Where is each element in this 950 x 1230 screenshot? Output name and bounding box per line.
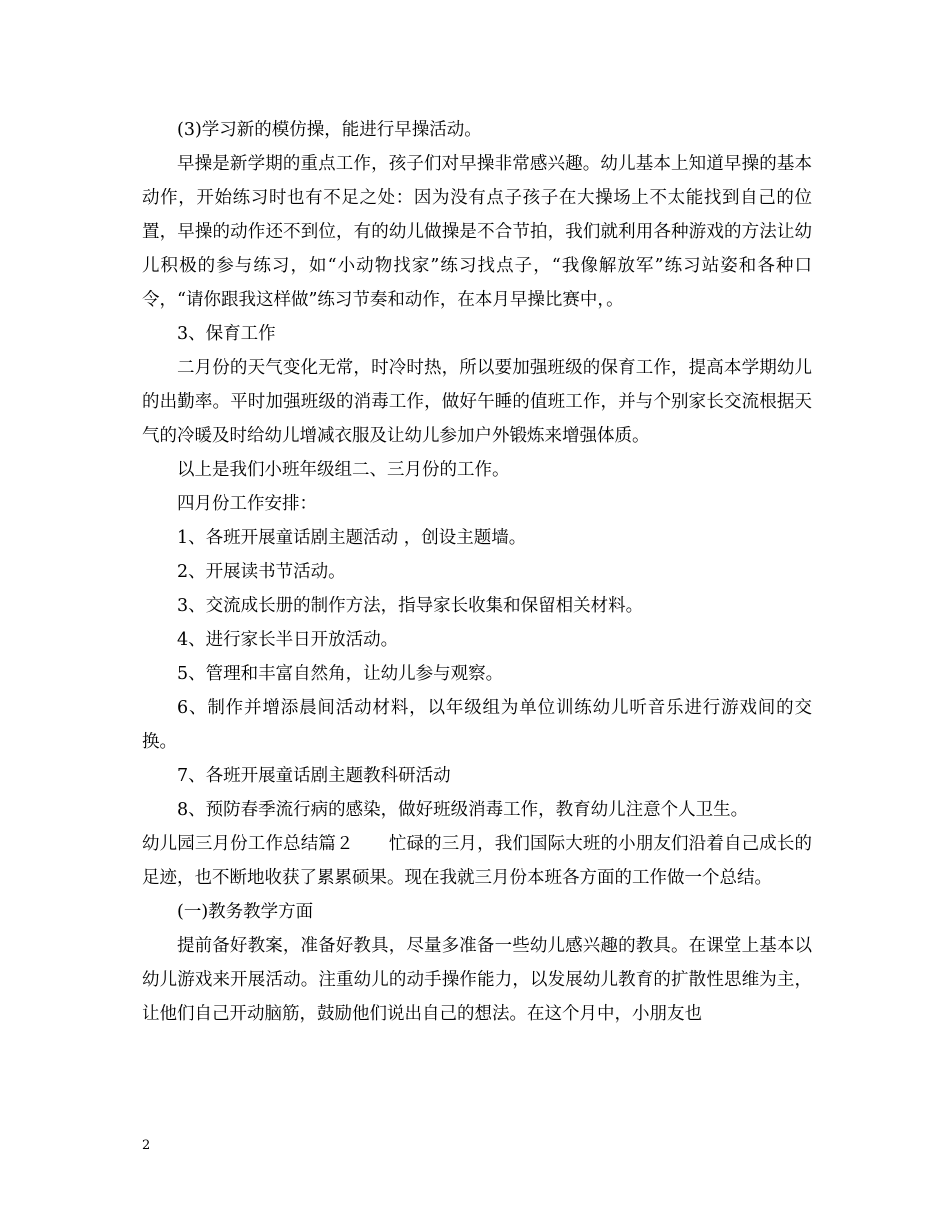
paragraph: (3)学习新的模仿操，能进行早操活动。 — [177, 120, 482, 140]
paragraph: 二月份的天气变化无常，时冷时热，所以要加强班级的保育工作，提高本学期幼儿的出勤率。平时加强班级的消毒工作，做好午睡的值班工作，并与个别家长交流根据天气的冷暖及时给幼儿增减衣服及让幼儿参加户外锻炼来增强体质。 — [142, 358, 812, 446]
paragraph: 4、进行家长半日开放活动。 — [177, 630, 399, 650]
paragraph: 幼儿园三月份工作总结篇２ 忙碌的三月，我们国际大班的小朋友们沿着自己成长的足迹，也不断地收获了累累硕果。现在我就三月份本班各方面的工作做一个总结。 — [142, 834, 812, 888]
document-body — [142, 113, 812, 1031]
paragraph: 5、管理和丰富自然角，让幼儿参与观察。 — [177, 664, 504, 684]
paragraph: 提前备好教案，准备好教具，尽量多准备一些幼儿感兴趣的教具。在课堂上基本以幼儿游戏来开展活动。注重幼儿的动手操作能力，以发展幼儿教育的扩散性思维为主，让他们自己开动脑筋，鼓励他们说出自己的想法。在这个月中，小朋友也 — [142, 936, 812, 1024]
paragraph: 1、各班开展童话剧主题活动 ，创设主题墙。 — [177, 528, 527, 548]
paragraph: 6、制作并增添晨间活动材料，以年级组为单位训练幼儿听音乐进行游戏间的交换。 — [142, 698, 812, 752]
paragraph: (一)教务教学方面 — [177, 902, 314, 922]
paragraph: 四月份工作安排： — [177, 494, 317, 514]
page-number: 2 — [142, 1138, 151, 1153]
paragraph: 7、各班开展童话剧主题教科研活动 — [177, 766, 451, 786]
paragraph: 3、保育工作 — [177, 324, 276, 344]
paragraph: 早操是新学期的重点工作，孩子们对早操非常感兴趣。幼儿基本上知道早操的基本动作，开始练习时也有不足之处：因为没有点子孩子在大操场上不太能找到自己的位置，早操的动作还不到位，有的幼儿做操是不合节拍，我们就利用各种游戏的方法让幼儿积极的参与练习，如“小动物找家”练习找点子，“我像解放军”练习站姿和各种口令，“请你跟我这样做”练习节奏和动作，在本月早操比赛中，。 — [142, 154, 812, 310]
paragraph: 以上是我们小班年级组二、三月份的工作。 — [177, 460, 510, 480]
paragraph: 2、开展读书节活动。 — [177, 562, 346, 582]
paragraph: 3、交流成长册的制作方法，指导家长收集和保留相关材料。 — [177, 596, 644, 616]
paragraph: 8、预防春季流行病的感染，做好班级消毒工作，教育幼儿注意个人卫生。 — [177, 800, 749, 820]
